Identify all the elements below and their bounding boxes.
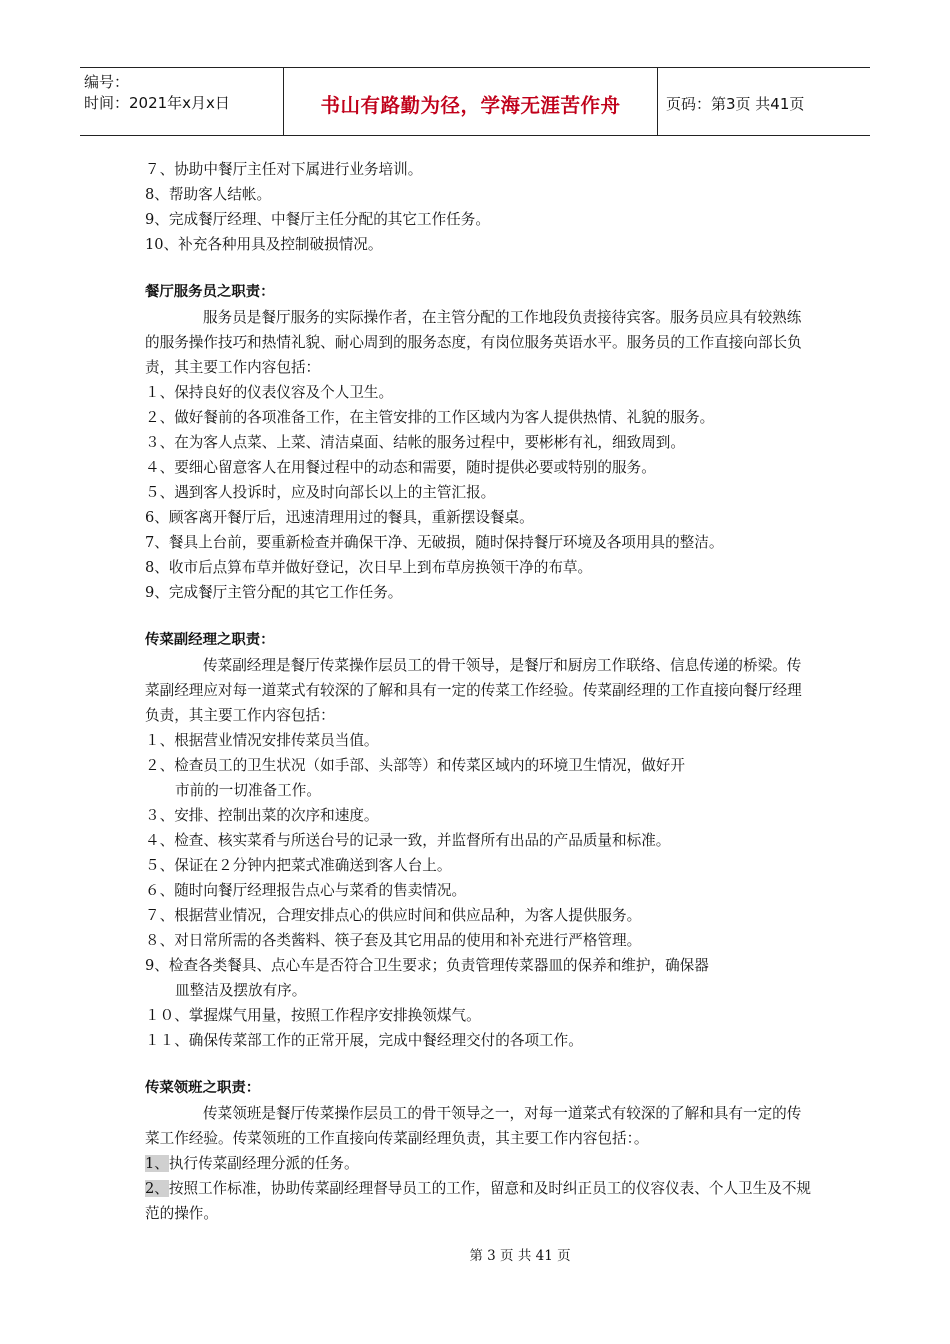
- section-intro: 服务员是餐厅服务的实际操作者，在主管分配的工作地段负责接待宾客。服务员应具有较熟练的服务操作技巧和热情礼貌、耐心周到的服务态度，有岗位服务英语水平。服务员的工作直接向部长负责，其主要工作内容包括：: [145, 309, 802, 376]
- header-motto: 书山有路勤为径，学海无涯苦作舟: [284, 68, 658, 135]
- section-waiter-duties: [145, 280, 815, 605]
- list-item: ４、检查、核实菜肴与所送台号的记录一致，并监督所有出品的产品质量和标准。: [145, 832, 671, 849]
- list-item: ７、协助中餐厅主任对下属进行业务培训。: [145, 161, 423, 178]
- list-item: ５、遇到客人投诉时，应及时向部长以上的主管汇报。: [145, 484, 496, 501]
- list-item: 9、完成餐厅经理、中餐厅主任分配的其它工作任务。: [145, 211, 490, 228]
- list-item: 7、餐具上台前，要重新检查并确保干净、无破损，随时保持餐厅环境及各项用具的整洁。: [145, 534, 724, 551]
- list-item: 8、收市后点算布草并做好登记，次日早上到布草房换领干净的布草。: [145, 559, 593, 576]
- page-header: [80, 67, 870, 136]
- list-item: 10、补充各种用具及控制破损情况。: [145, 236, 383, 253]
- page-footer: 第 3 页 共 41 页: [469, 1248, 571, 1264]
- document-body: [145, 157, 815, 1226]
- list-item: 6、顾客离开餐厅后，迅速清理用过的餐具，重新摆设餐桌。: [145, 509, 534, 526]
- section-heading: 传菜副经理之职责：: [145, 632, 275, 648]
- list-item: １１、确保传菜部工作的正常开展，完成中餐经理交付的各项工作。: [145, 1032, 583, 1049]
- list-item: ４、要细心留意客人在用餐过程中的动态和需要，随时提供必要或特别的服务。: [145, 459, 656, 476]
- list-item: ２、检查员工的卫生状况（如手部、头部等）和传菜区域内的环境卫生情况，做好开: [145, 757, 685, 774]
- list-item: ５、保证在２分钟内把菜式准确送到客人台上。: [145, 857, 452, 874]
- number-label: 编号：: [84, 73, 130, 91]
- list-item-continued: 市前的一切准备工作。: [175, 782, 321, 799]
- list-number: 2、: [145, 1180, 169, 1197]
- list-item: １０、掌握煤气用量，按照工作程序安排换领煤气。: [145, 1007, 481, 1024]
- section-intro: 传菜领班是餐厅传菜操作层员工的骨干领导之一，对每一道菜式有较深的了解和具有一定的传菜工作经验。传菜领班的工作直接向传菜副经理负责，其主要工作内容包括：。: [145, 1105, 802, 1147]
- section-intro: 传菜副经理是餐厅传菜操作层员工的骨干领导，是餐厅和厨房工作联络、信息传递的桥梁。传菜副经理应对每一道菜式有较深的了解和具有一定的传菜工作经验。传菜副经理的工作直接向餐厅经理负责，其主要工作内容包括：: [145, 657, 802, 724]
- header-meta: [80, 68, 284, 135]
- list-text: 按照工作标准，协助传菜副经理督导员工的工作，留意和及时纠正员工的仪容仪表、个人卫生及不规范的操作。: [145, 1180, 812, 1222]
- list-item: [145, 1151, 815, 1176]
- section-heading: 餐厅服务员之职责：: [145, 284, 275, 300]
- list-item: ７、根据营业情况，合理安排点心的供应时间和供应品种，为客人提供服务。: [145, 907, 642, 924]
- list-item: ２、做好餐前的各项准备工作，在主管安排的工作区域内为客人提供热情、礼貌的服务。: [145, 409, 715, 426]
- section-runner-lead-duties: [145, 1076, 815, 1226]
- list-item: ８、对日常所需的各类酱料、筷子套及其它用品的使用和补充进行严格管理。: [145, 932, 642, 949]
- list-item: 9、检查各类餐具、点心车是否符合卫生要求；负责管理传菜器皿的保养和维护，确保器: [145, 957, 709, 974]
- header-page-info: 页码：第3页 共41页: [666, 95, 805, 113]
- section-heading: 传菜领班之职责：: [145, 1080, 261, 1096]
- list-item: 8、帮助客人结帐。: [145, 186, 272, 203]
- list-item: １、根据营业情况安排传菜员当值。: [145, 732, 379, 749]
- time-label: 时间：2021年x月x日: [84, 94, 230, 112]
- list-item: [145, 1176, 815, 1226]
- list-item: ６、随时向餐厅经理报告点心与菜肴的售卖情况。: [145, 882, 467, 899]
- list-text: 执行传菜副经理分派的任务。: [168, 1155, 359, 1172]
- list-item-continued: 皿整洁及摆放有序。: [175, 982, 307, 999]
- list-item: 9、完成餐厅主管分配的其它工作任务。: [145, 584, 403, 601]
- list-number: 1、: [145, 1155, 169, 1172]
- section-continued-duties: [145, 157, 815, 257]
- section-deputy-manager-duties: [145, 628, 815, 1053]
- list-item: ３、安排、控制出菜的次序和速度。: [145, 807, 379, 824]
- list-item: ３、在为客人点菜、上菜、清洁桌面、结帐的服务过程中，要彬彬有礼，细致周到。: [145, 434, 685, 451]
- list-item: １、保持良好的仪表仪容及个人卫生。: [145, 384, 394, 401]
